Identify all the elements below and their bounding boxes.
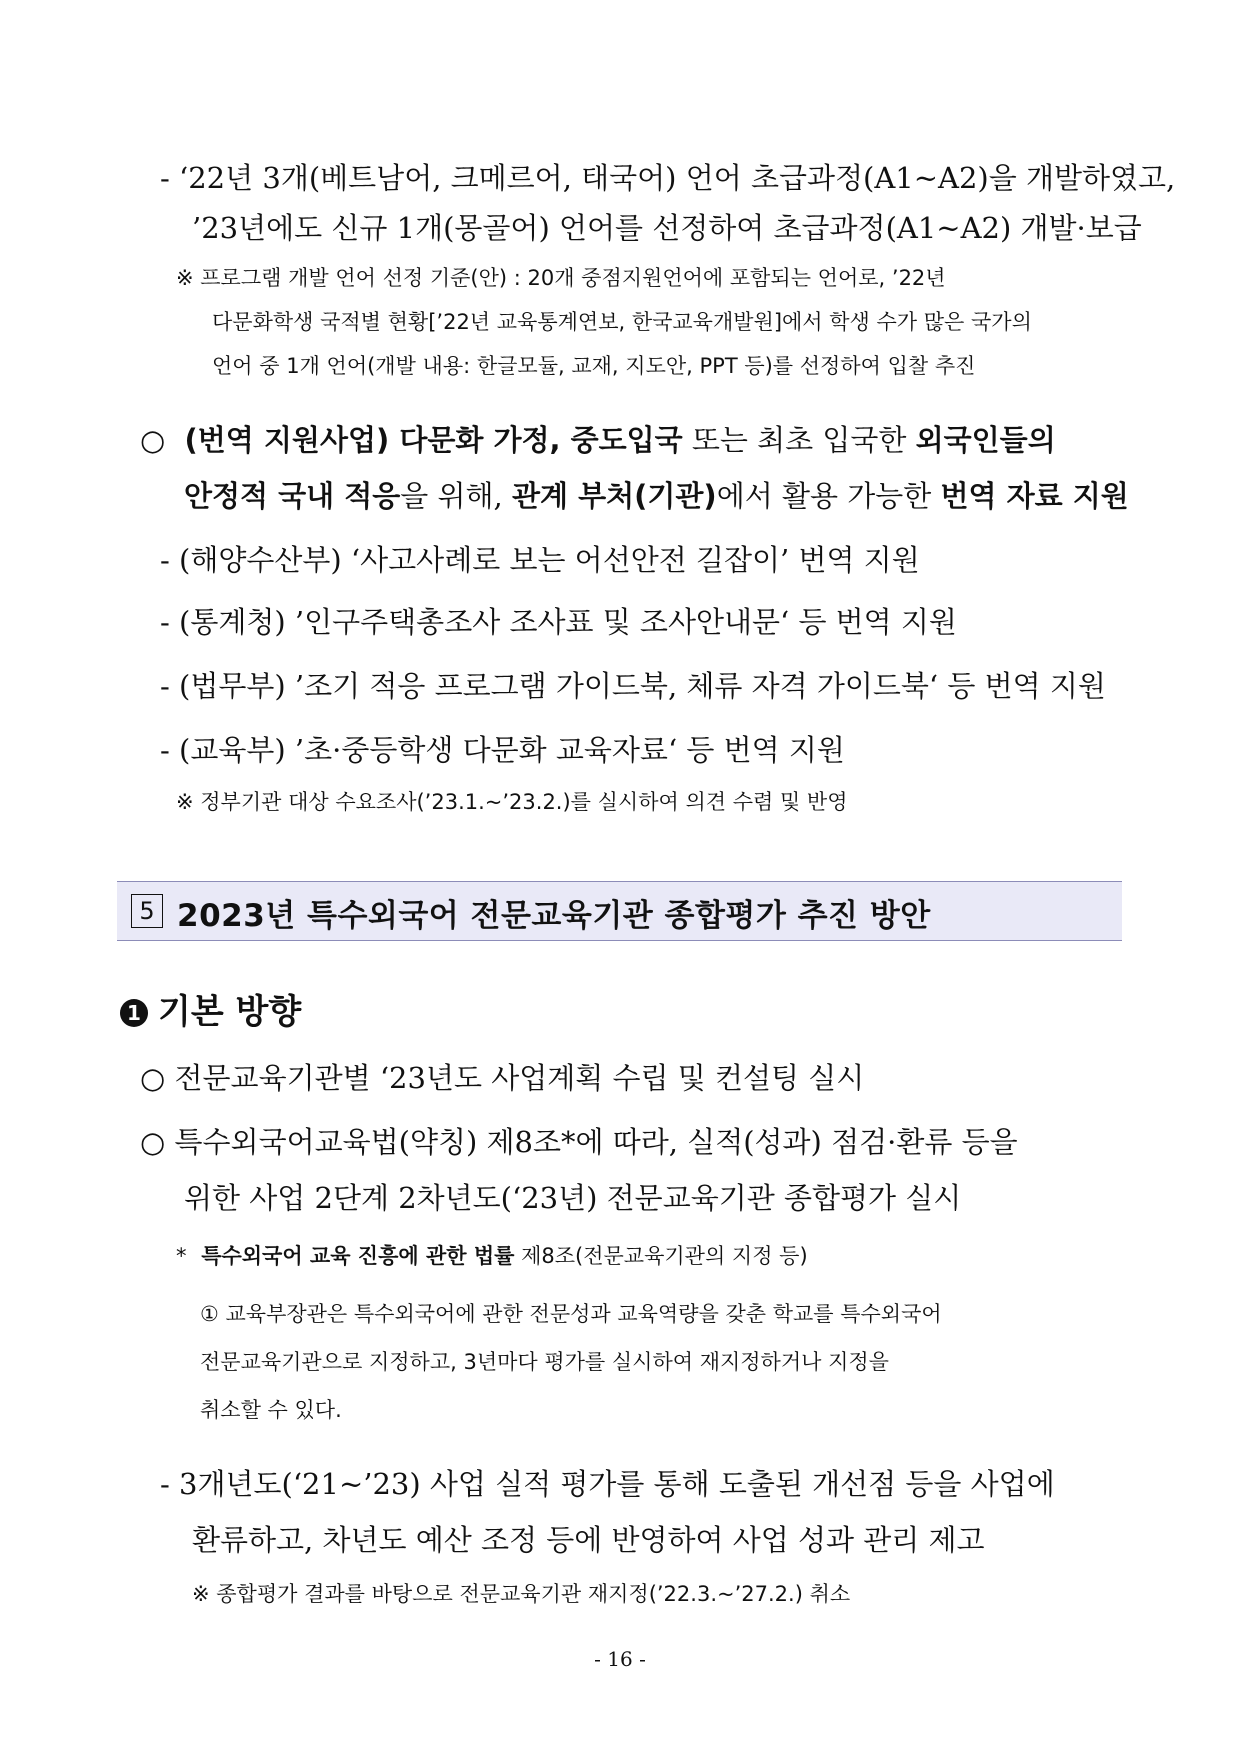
law-text-line-1: ① 교육부장관은 특수외국어에 관한 전문성과 교육역량을 갖춘 학교를 특수외국어: [200, 1302, 942, 1326]
basic-bullet-2-line-2: 위한 사업 2단계 2차년도(‘23년) 전문교육기관 종합평가 실시: [184, 1181, 962, 1215]
translation-item: - (해양수산부) ‘사고사례로 보는 어선안전 길잡이’ 번역 지원: [160, 543, 920, 577]
translation-item: - (교육부) ’초·중등학생 다문화 교육자료‘ 등 번역 지원: [160, 733, 845, 767]
translation-support-line-2: 안정적 국내 적응을 위해, 관계 부처(기관)에서 활용 가능한 번역 자료 지원: [184, 479, 1129, 513]
eval-detail-line-1: - 3개년도(‘21~’23) 사업 실적 평가를 통해 도출된 개선점 등을 사업에: [160, 1467, 1055, 1501]
note-reappointment: ※ 종합평가 결과를 바탕으로 전문교육기관 재지정(’22.3.~’27.2.) 취소: [192, 1582, 851, 1606]
circle-bullet: ○: [140, 423, 166, 457]
translation-title: (번역 지원사업) 다문화 가정, 중도입국: [184, 423, 683, 457]
eval-detail-line-2: 환류하고, 차년도 예산 조정 등에 반영하여 사업 성과 관리 제고: [192, 1523, 985, 1557]
note-criteria-line-3: 언어 중 1개 언어(개발 내용: 한글모듈, 교재, 지도안, PPT 등)를 선정하여 입찰 추진: [212, 354, 976, 378]
law-text-line-3: 취소할 수 있다.: [200, 1398, 342, 1422]
basic-bullet-2-line-1: ○ 특수외국어교육법(약칭) 제8조*에 따라, 실적(성과) 점검·환류 등을: [140, 1125, 1018, 1159]
subsection-title: 기본 방향: [158, 992, 302, 1032]
section-number-box: 5: [131, 894, 163, 928]
law-footnote-title: * 특수외국어 교육 진흥에 관한 법률 제8조(전문교육기관의 지정 등): [176, 1244, 808, 1268]
subsection-heading: [120, 984, 301, 1033]
basic-bullet-1: ○ 전문교육기관별 ‘23년도 사업계획 수립 및 컨설팅 실시: [140, 1061, 865, 1095]
note-criteria-line-2: 다문화학생 국적별 현황[’22년 교육통계연보, 한국교육개발원]에서 학생 수가 많은 국가의: [212, 310, 1032, 334]
dev-line-1: - ‘22년 3개(베트남어, 크메르어, 태국어) 언어 초급과정(A1~A2)을 개발하였고,: [160, 161, 1176, 195]
section-title: 2023년 특수외국어 전문교육기관 종합평가 추진 방안: [177, 898, 931, 934]
dev-line-2: ’23년에도 신규 1개(몽골어) 언어를 선정하여 초급과정(A1~A2) 개발·보급: [192, 211, 1142, 245]
law-text-line-2: 전문교육기관으로 지정하고, 3년마다 평가를 실시하여 재지정하거나 지정을: [200, 1350, 889, 1374]
translation-support-line-1: ○ (번역 지원사업) 다문화 가정, 중도입국 또는 최초 입국한 외국인들의: [140, 423, 1056, 457]
section-header: [117, 881, 1122, 941]
number-one-circle-icon: 1: [120, 999, 148, 1027]
page-number: - 16 -: [594, 1647, 646, 1671]
note-criteria-line-1: ※ 프로그램 개발 언어 선정 기준(안) : 20개 중점지원언어에 포함되는 언어로, ’22년: [176, 266, 946, 290]
translation-item: - (법무부) ’조기 적응 프로그램 가이드북, 체류 자격 가이드북‘ 등 번역 지원: [160, 669, 1106, 703]
translation-item: - (통계청) ’인구주택총조사 조사표 및 조사안내문‘ 등 번역 지원: [160, 605, 957, 639]
note-survey: ※ 정부기관 대상 수요조사(’23.1.~’23.2.)를 실시하여 의견 수렴 및 반영: [176, 790, 848, 814]
